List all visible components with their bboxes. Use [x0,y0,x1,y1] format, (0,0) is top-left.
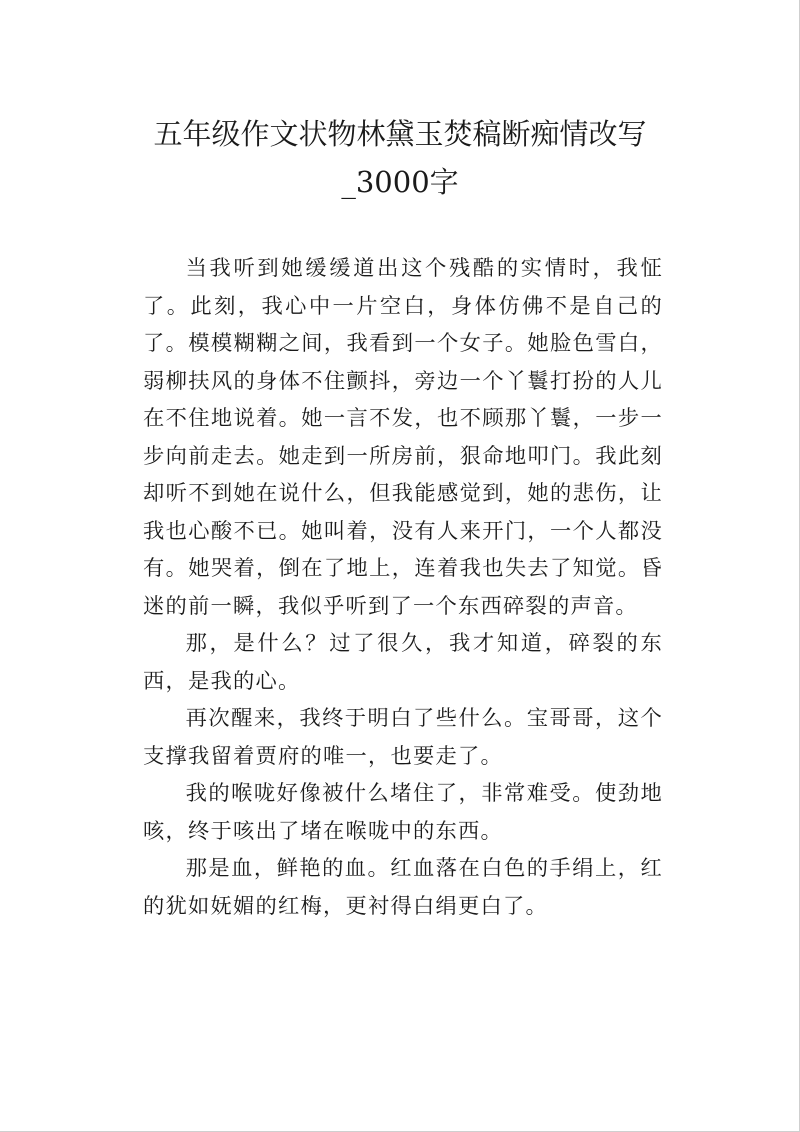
paragraph: 那是血，鲜艳的血。红血落在白色的手绢上，红的犹如妩媚的红梅，更衬得白绢更白了。 [143,856,663,919]
paragraph: 那，是什么？过了很久，我才知道，碎裂的东西，是我的心。 [143,631,663,694]
document-body [143,250,663,925]
paragraph: 当我听到她缓缓道出这个残酷的实情时，我怔了。此刻，我心中一片空白，身体仿佛不是自己的了。模模糊糊之间，我看到一个女子。她脸色雪白，弱柳扶风的身体不住颤抖，旁边一个丫鬟打扮的人儿在不住地说着。她一言不发，也不顾那丫鬟，一步一步向前走去。她走到一所房前，狠命地叩门。我此刻却听不到她在说什么，但我能感觉到，她的悲伤，让我也心酸不已。她叫着，没有人来开门，一个人都没有。她哭着，倒在了地上，连着我也失去了知觉。昏迷的前一瞬，我似乎听到了一个东西碎裂的声音。 [143,256,663,619]
document-title: 五年级作文状物林黛玉焚稿断痴情改写_3000字 [153,117,647,199]
paragraph: 我的喉咙好像被什么堵住了，非常难受。使劲地咳，终于咳出了堵在喉咙中的东西。 [143,781,663,844]
paragraph: 再次醒来，我终于明白了些什么。宝哥哥，这个支撑我留着贾府的唯一，也要走了。 [143,706,663,769]
